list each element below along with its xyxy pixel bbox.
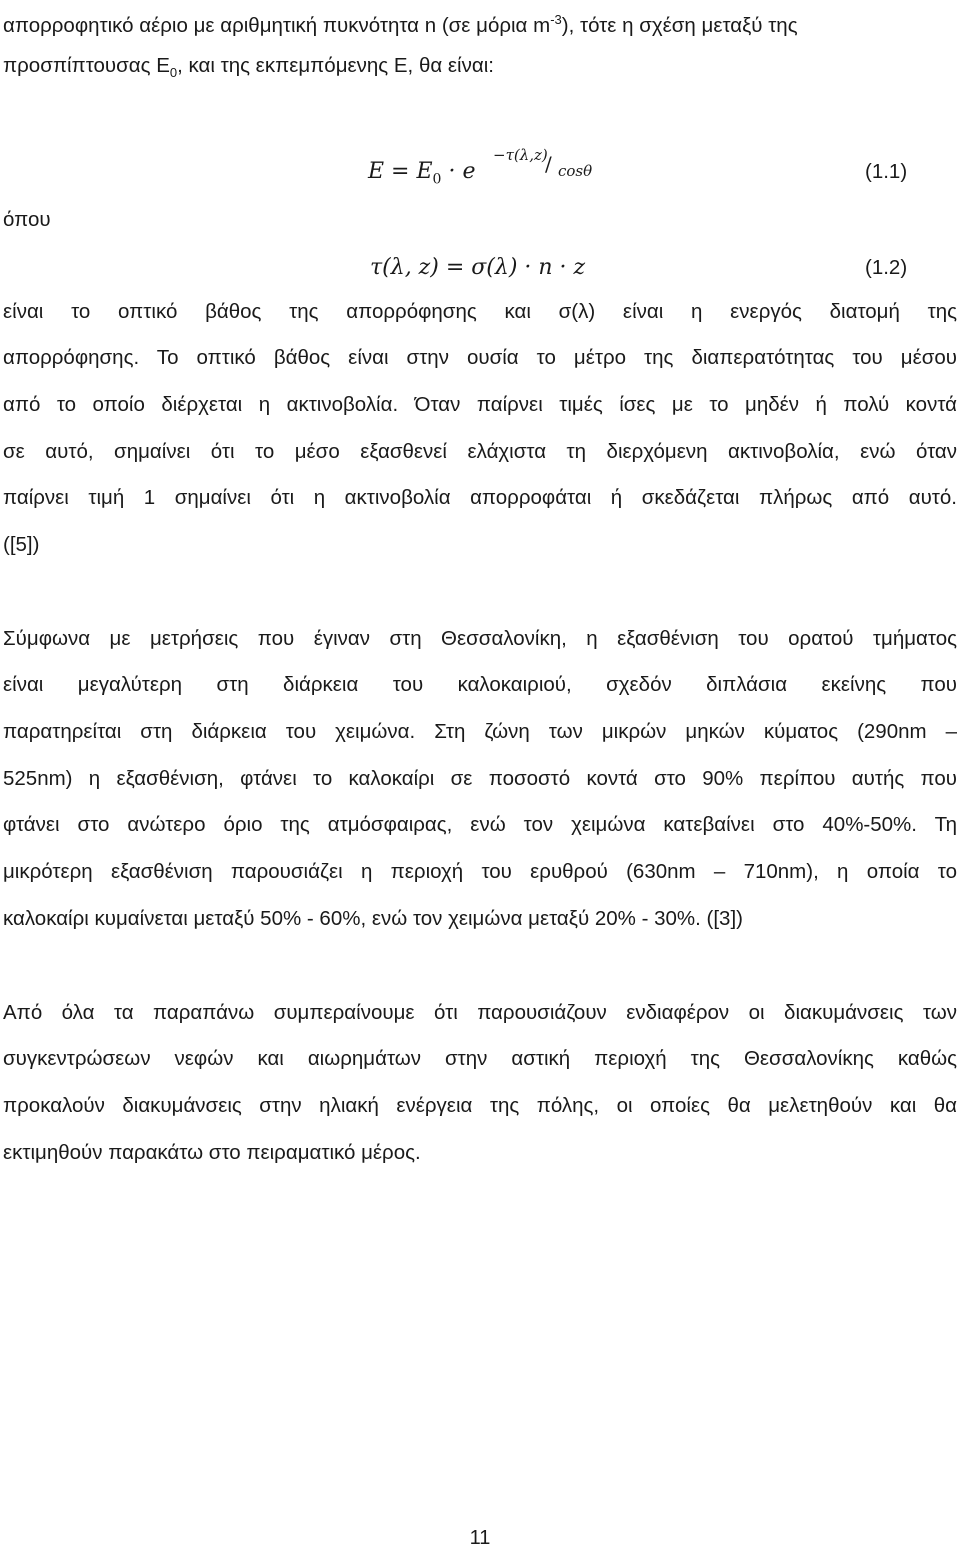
equation-1-1-slash: / <box>545 152 552 176</box>
eq-text: · e <box>448 159 476 184</box>
eq-subscript: 0 <box>432 171 442 188</box>
equation-1-2-expression: τ(λ, z) = σ(λ) · n · z <box>370 255 586 280</box>
paragraph-3-line-3: παρατηρείται στη διάρκεια του χειμώνα. Στη ζώνη των μικρών μηκών κύματος (290nm – <box>3 720 957 743</box>
paragraph-2-line-4: σε αυτό, σημαίνει ότι το μέσο εξασθενεί ελάχιστα τη διερχόμενη ακτινοβολία, ενώ όταν <box>3 440 957 463</box>
equation-1-2-number: (1.2) <box>865 256 908 279</box>
paragraph-4-line-3: προκαλούν διακυμάνσεις στην ηλιακή ενέργεια της πόλης, οι οποίες θα μελετηθούν και θα <box>3 1094 957 1117</box>
paragraph-2-line-2: απορρόφησης. Το οπτικό βάθος είναι στην ουσία το μέτρο της διαπερατότητας του μέσου <box>3 346 957 369</box>
text-run: , και της εκπεμπόμενης E, θα είναι: <box>177 54 494 77</box>
paragraph-1-line-2 <box>3 52 957 87</box>
paragraph-2-line-6: ([5]) <box>3 533 40 556</box>
paragraph-3-line-5: φτάνει στο ανώτερο όριο της ατμόσφαιρας, ενώ τον χειμώνα κατεβαίνει στο 40%-50%. Τη <box>3 813 957 836</box>
paragraph-3-line-1: Σύμφωνα με μετρήσεις που έγιναν στη Θεσσαλονίκη, η εξασθένιση του ορατού τμήματος <box>3 627 957 650</box>
paragraph-4-line-1: Από όλα τα παραπάνω συμπεραίνουμε ότι παρουσιάζουν ενδιαφέρον οι διακυμάνσεις των <box>3 1001 957 1024</box>
paragraph-1-line-1 <box>3 6 957 40</box>
equation-1-1-denominator: cosθ <box>558 162 593 180</box>
text-run: προσπίπτουσας E <box>3 54 170 77</box>
text-run: ), τότε η σχέση μεταξύ της <box>561 13 798 37</box>
paragraph-3-line-4: 525nm) η εξασθένιση, φτάνει το καλοκαίρι σε ποσοστό κοντά στο 90% περίπου αυτής που <box>3 767 957 790</box>
subscript: 0 <box>169 65 178 81</box>
equation-1-1-lhs <box>368 158 475 193</box>
paragraph-3-line-2: είναι μεγαλύτερη στη διάρκεια του καλοκαιριού, σχεδόν διπλάσια εκείνης που <box>3 673 957 696</box>
paragraph-3-line-7: καλοκαίρι κυμαίνεται μεταξύ 50% - 60%, ενώ τον χειμώνα μεταξύ 20% - 30%. ([3]) <box>3 907 743 930</box>
superscript: -3 <box>550 12 562 27</box>
eq-text: E = E <box>368 159 433 184</box>
paragraph-4-line-2: συγκεντρώσεων νεφών και αιωρημάτων στην αστική περιοχή της Θεσσαλονίκης καθώς <box>3 1047 957 1070</box>
where-label: όπου <box>3 208 51 231</box>
page-number: 11 <box>469 1527 491 1549</box>
text-run: απορροφητικό αέριο με αριθμητική πυκνότητα n (σε μόρια m <box>3 13 551 37</box>
paragraph-2-line-3: από το οποίο διέρχεται η ακτινοβολία. Όταν παίρνει τιμές ίσες με το μηδέν ή πολύ κοντά <box>3 393 957 416</box>
equation-1-1-number: (1.1) <box>865 160 908 183</box>
paragraph-2-line-1: είναι το οπτικό βάθος της απορρόφησης και σ(λ) είναι η ενεργός διατομή της <box>3 300 957 323</box>
equation-1-1-exponent: −τ(λ,z) <box>493 146 548 164</box>
paragraph-4-line-4: εκτιμηθούν παρακάτω στο πειραματικό μέρος. <box>3 1141 421 1164</box>
paragraph-3-line-6: μικρότερη εξασθένιση παρουσιάζει η περιοχή του ερυθρού (630nm – 710nm), η οποία το <box>3 860 957 883</box>
paragraph-2-line-5: παίρνει τιμή 1 σημαίνει ότι η ακτινοβολία απορροφάται ή σκεδάζεται πλήρως από αυτό. <box>3 486 957 509</box>
